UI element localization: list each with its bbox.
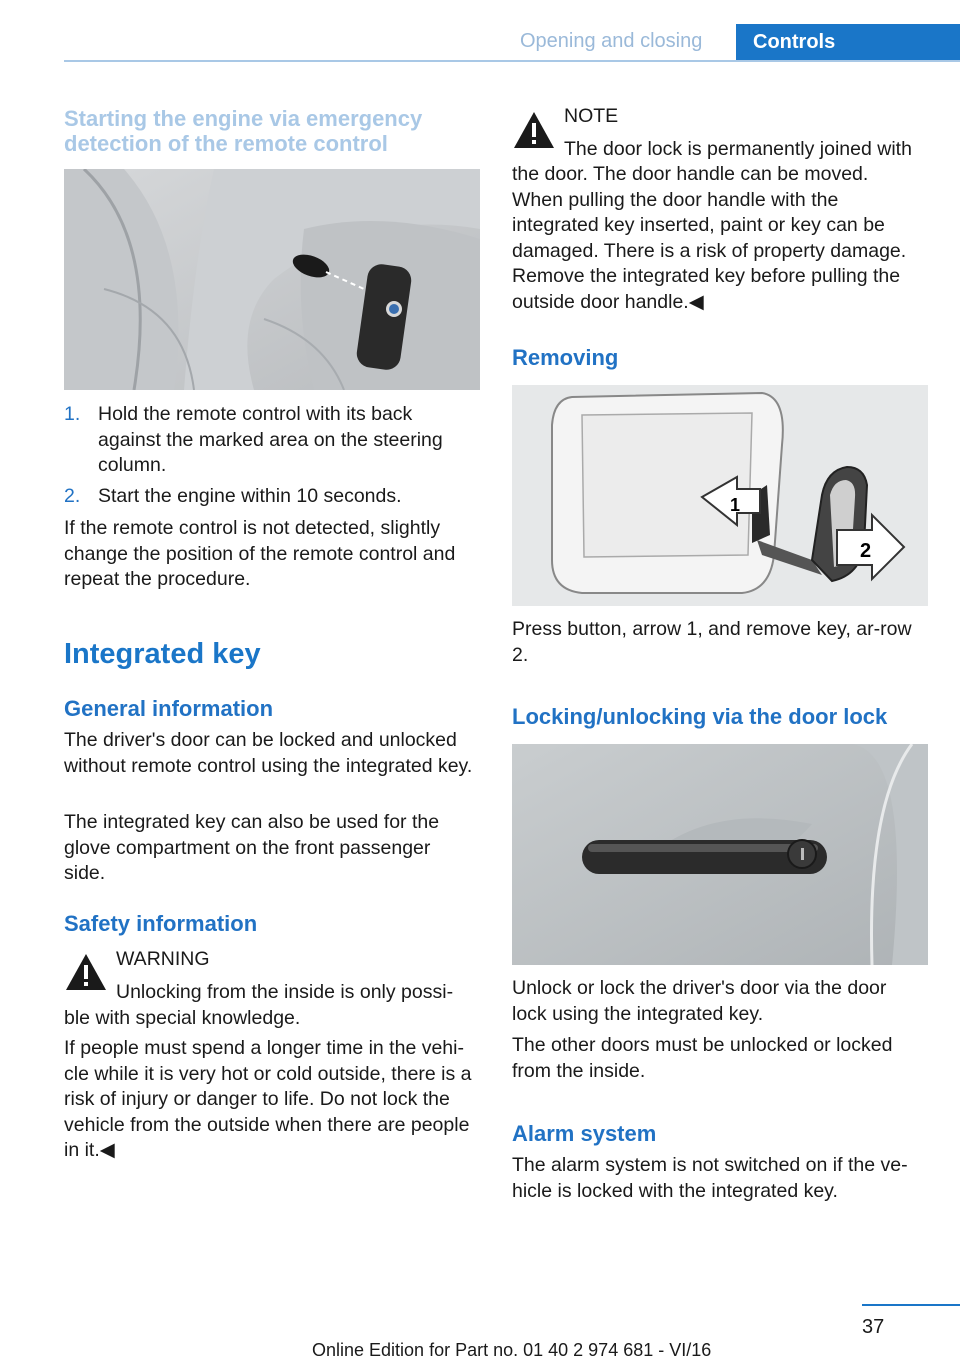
general-info-paragraph-2: The integrated key can also be used for the glove compartment on the front passenger side.	[64, 811, 440, 884]
door-lock-paragraph-1: Unlock or lock the driver's door via the door lock using the integrated key.	[512, 977, 887, 1025]
heading-removing: Removing	[512, 345, 619, 370]
removing-caption: Press button, arrow 1, and remove key, ar-row 2.	[512, 618, 912, 666]
list-item-text: Start the engine within 10 seconds.	[98, 485, 402, 507]
header-rule	[64, 60, 960, 62]
header-section-title: Opening and closing	[520, 30, 703, 52]
remove-key-illustration	[512, 385, 928, 606]
note-paragraph: the door. The door handle can be moved. When pulling the door handle with the integrated key inserted, paint or key can be damaged. There is a risk of property damage. Remove the integrated key before pulling the outside door handle.◀	[512, 163, 907, 313]
door-lock-paragraph-2: The other doors must be unlocked or locked from the inside.	[512, 1034, 893, 1082]
warning-text-line-2: ble with special knowledge.	[64, 1007, 301, 1029]
alarm-system-text: The alarm system is not switched on if the ve-hicle is locked with the integrated key.	[512, 1154, 908, 1202]
warning-triangle-icon	[64, 952, 108, 992]
header-chapter-tab	[736, 24, 960, 62]
list-item-step-1	[64, 402, 474, 482]
list-item-number: 1.	[64, 403, 81, 425]
heading-emergency-start: Starting the engine via emergency detection of the remote control	[64, 106, 423, 156]
list-item-text: Hold the remote control with its back against the marked area on the steering column.	[98, 403, 443, 476]
title-integrated-key: Integrated key	[64, 638, 261, 670]
heading-general-information: General information	[64, 696, 274, 721]
note-text-line-1: The door lock is permanently joined with	[564, 138, 912, 160]
page-number: 37	[862, 1316, 885, 1338]
heading-alarm-system: Alarm system	[512, 1121, 657, 1146]
header-chapter-label: Controls	[753, 31, 836, 53]
general-info-paragraph-1: The driver's door can be locked and unlocked without remote control using the integrated key.	[64, 729, 473, 777]
list-item-step-2	[64, 484, 474, 512]
note-label: NOTE	[564, 105, 619, 127]
list-item-number: 2.	[64, 485, 81, 507]
steering-column-illustration	[64, 169, 480, 390]
callout-2: 2	[860, 540, 872, 562]
warning-paragraph: If people must spend a longer time in the vehi-cle while it is very hot or cold outside, there is a risk of injury or danger to life. Do not lock the vehicle from the outside when there are people in it.◀	[64, 1037, 472, 1161]
callout-1: 1	[730, 495, 741, 515]
note-triangle-icon	[512, 110, 556, 150]
warning-text-line-1: Unlocking from the inside is only possi-	[116, 981, 454, 1003]
footer-edition: Online Edition for Part no. 01 40 2 974 681 - VI/16	[312, 1340, 712, 1360]
heading-safety-information: Safety information	[64, 911, 258, 936]
footer-rule	[862, 1304, 960, 1306]
heading-door-lock: Locking/unlocking via the door lock	[512, 704, 888, 729]
warning-label: WARNING	[116, 948, 210, 970]
door-handle-illustration	[512, 744, 928, 965]
not-detected-text: If the remote control is not detected, slightly change the position of the remote control and repeat the procedure.	[64, 517, 456, 590]
